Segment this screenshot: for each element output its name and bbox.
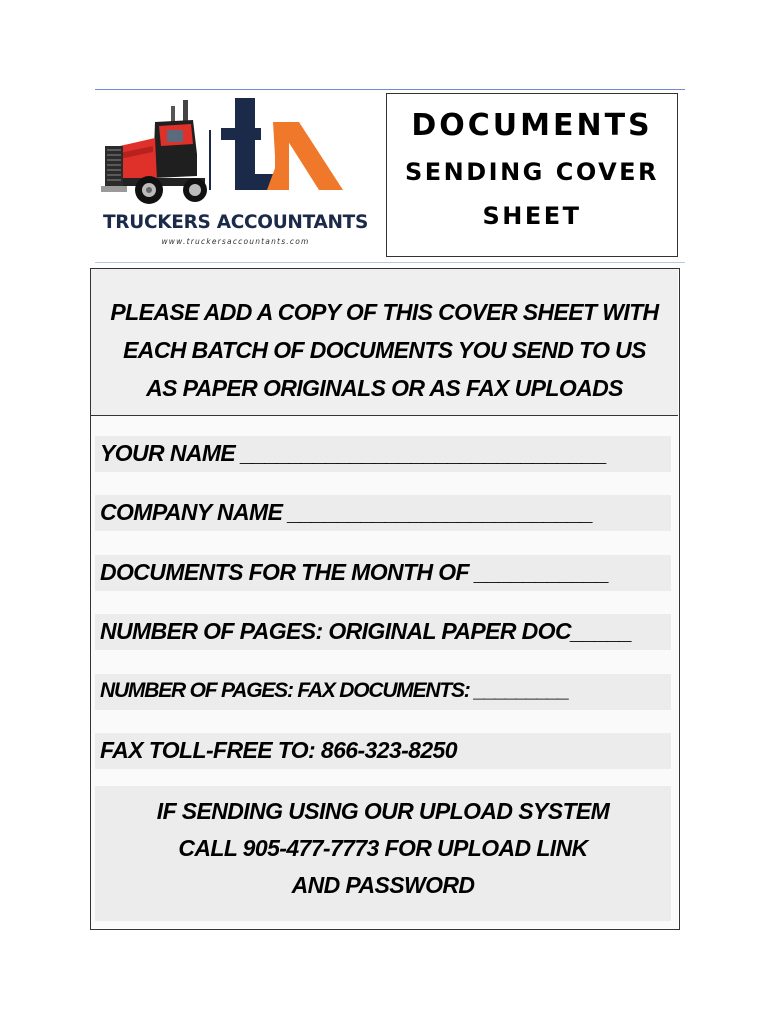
month-field[interactable] bbox=[95, 555, 671, 591]
month-label: DOCUMENTS FOR THE MONTH OF ___________ bbox=[100, 559, 609, 585]
title-line-2: SENDING COVER bbox=[404, 158, 660, 186]
instructions-line-3: AS PAPER ORIGINALS OR AS FAX UPLOADS bbox=[146, 375, 623, 401]
truck-icon bbox=[93, 92, 378, 212]
brand-url: www.truckersaccountants.com bbox=[161, 237, 310, 246]
paper-pages-field[interactable] bbox=[95, 614, 671, 650]
company-name-label: COMPANY NAME _________________________ bbox=[100, 499, 593, 525]
paper-pages-label: NUMBER OF PAGES: ORIGINAL PAPER DOC_____ bbox=[100, 618, 632, 644]
title-line-1: DOCUMENTS bbox=[411, 108, 653, 143]
instructions-line-1: PLEASE ADD A COPY OF THIS COVER SHEET WITH bbox=[110, 299, 659, 325]
fax-number-text: FAX TOLL-FREE TO: 866-323-8250 bbox=[100, 737, 457, 763]
header-top-rule bbox=[95, 89, 685, 90]
instructions-panel bbox=[91, 269, 678, 416]
fax-pages-field[interactable] bbox=[95, 674, 671, 710]
upload-line-2: CALL 905-477-7773 FOR UPLOAD LINK bbox=[178, 835, 588, 861]
company-logo bbox=[93, 92, 378, 257]
company-name-field[interactable] bbox=[95, 495, 671, 531]
cover-sheet-form bbox=[90, 268, 680, 930]
your-name-field[interactable] bbox=[95, 436, 671, 472]
fax-pages-label: NUMBER OF PAGES: FAX DOCUMENTS: _________ bbox=[100, 679, 569, 702]
title-box bbox=[386, 93, 678, 257]
your-name-label: YOUR NAME ______________________________ bbox=[100, 440, 607, 466]
header-bottom-rule bbox=[95, 262, 685, 263]
title-line-3: SHEET bbox=[482, 202, 582, 230]
upload-line-1: IF SENDING USING OUR UPLOAD SYSTEM bbox=[156, 798, 610, 824]
instructions-line-2: EACH BATCH OF DOCUMENTS YOU SEND TO US bbox=[123, 337, 646, 363]
upload-instructions bbox=[95, 786, 671, 921]
fax-number-row bbox=[95, 733, 671, 769]
brand-name: TRUCKERS ACCOUNTANTS bbox=[102, 212, 369, 233]
upload-line-3: AND PASSWORD bbox=[291, 872, 475, 898]
